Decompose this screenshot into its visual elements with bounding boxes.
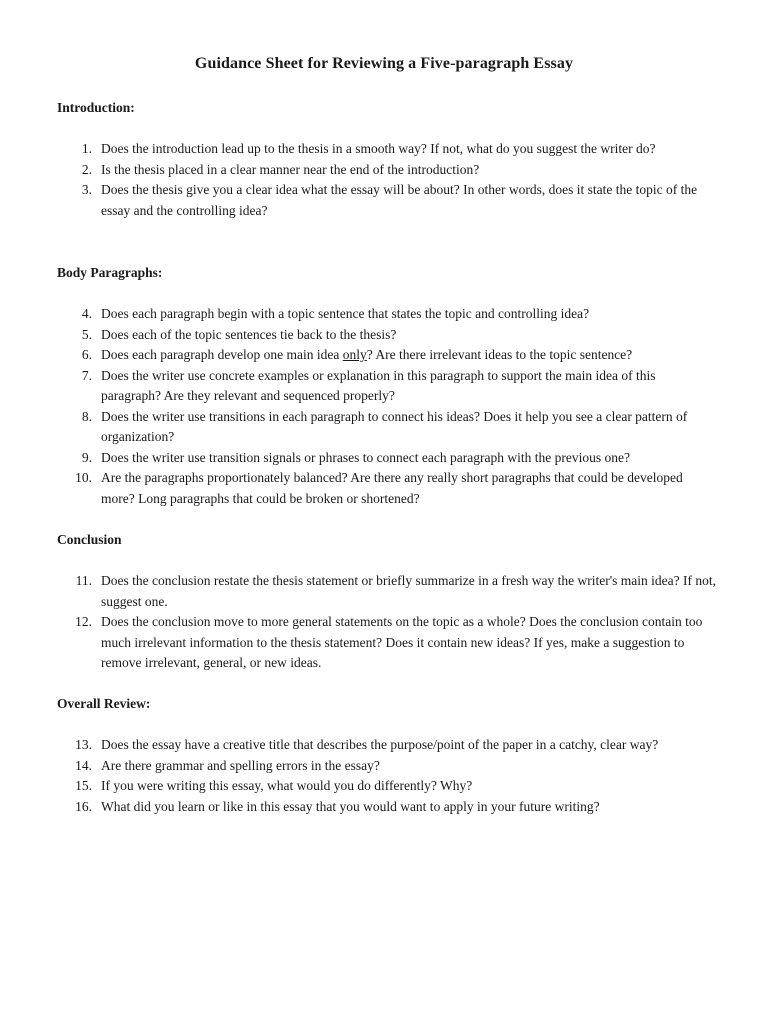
question-number: 15.: [75, 778, 92, 793]
question-text: Does the writer use transition signals or phrases to connect each paragraph with the previous one?: [101, 449, 630, 465]
question-text: Is the thesis placed in a clear manner near the end of the introduction?: [101, 161, 480, 177]
question-text: Are there grammar and spelling errors in the essay?: [101, 757, 380, 773]
question-text: Does the writer use transitions in each paragraph to connect his ideas? Does it help you see a clear pattern of organization?: [101, 408, 688, 444]
question-number: 16.: [75, 798, 92, 814]
question-item: [57, 407, 717, 448]
document-title: Guidance Sheet for Reviewing a Five-paragraph Essay: [194, 55, 574, 72]
question-text: Does the thesis give you a clear idea what the essay will be about? In other words, does it state the topic of the essay and the controlling idea?: [101, 182, 698, 218]
question-item: [57, 797, 717, 818]
question-number: 10.: [75, 470, 92, 485]
section-heading-body-paragraphs: Body Paragraphs:: [57, 265, 163, 280]
question-number: 6.: [81, 347, 92, 362]
section-heading-conclusion: Conclusion: [57, 532, 122, 547]
question-list-overall-review: [57, 735, 717, 817]
question-text: Does each paragraph begin with a topic sentence that states the topic and controlling idea?: [101, 306, 590, 321]
question-number: 1.: [81, 141, 92, 156]
question-item: [57, 571, 717, 612]
section-heading-introduction: Introduction:: [57, 100, 135, 115]
question-number: 14.: [75, 757, 92, 773]
question-item: [57, 180, 717, 221]
section-heading-overall-review: Overall Review:: [57, 696, 151, 711]
section-overall-review: [57, 694, 717, 817]
question-item: [57, 304, 717, 325]
question-item: [57, 776, 717, 797]
question-number: 5.: [81, 326, 92, 342]
question-number: 2.: [81, 161, 92, 177]
question-item: [57, 756, 717, 777]
question-list-body-paragraphs: [57, 304, 717, 509]
question-number: 12.: [75, 614, 92, 629]
section-introduction: [57, 98, 717, 221]
question-text: Are the paragraphs proportionately balanced? Are there any really short paragraphs that could be developed more? Long paragraphs that could be broken or shortened?: [101, 470, 683, 506]
question-text: Does the conclusion restate the thesis statement or briefly summarize in a fresh way the writer's main idea? If not, suggest one.: [101, 573, 716, 609]
question-item: [57, 612, 717, 674]
question-item: [57, 160, 717, 181]
question-text: Does each of the topic sentences tie back to the thesis?: [101, 326, 397, 342]
question-item: [57, 345, 717, 366]
question-text: Does the conclusion move to more general statements on the topic as a whole? Does the conclusion contain too much irrelevant information to the thesis statement? Does it contain new ideas? If yes, make a suggestion to remove irrelevant, general, or new ideas.: [101, 614, 703, 670]
question-number: 3.: [81, 182, 92, 197]
question-text: Does the writer use concrete examples or explanation in this paragraph to support the main idea of this paragraph? Are they relevant and sequenced properly?: [101, 367, 656, 403]
question-text-before: Does each paragraph develop one main idea: [101, 347, 343, 362]
underlined-emphasis: only: [342, 347, 367, 362]
question-number: 4.: [81, 306, 92, 321]
question-text: If you were writing this essay, what would you do differently? Why?: [101, 778, 473, 793]
section-body-paragraphs: [57, 263, 717, 509]
question-number: 13.: [75, 737, 92, 752]
section-conclusion: [57, 530, 717, 674]
question-number: 9.: [81, 449, 92, 465]
question-list-introduction: [57, 139, 717, 221]
question-item: [57, 468, 717, 509]
question-number: 11.: [75, 573, 92, 588]
question-text: Does the essay have a creative title that describes the purpose/point of the paper in a catchy, clear way?: [101, 737, 659, 752]
question-item: [57, 735, 717, 756]
question-text: What did you learn or like in this essay that you would want to apply in your future writing?: [101, 798, 600, 814]
question-text: Does the introduction lead up to the thesis in a smooth way? If not, what do you suggest the writer do?: [101, 141, 656, 156]
question-item: [57, 448, 717, 469]
question-item: [57, 139, 717, 160]
question-text-after: ? Are there irrelevant ideas to the topic sentence?: [366, 347, 633, 362]
question-number: 8.: [81, 408, 92, 424]
question-item: [57, 366, 717, 407]
question-number: 7.: [81, 367, 92, 383]
question-item: [57, 325, 717, 346]
question-list-conclusion: [57, 571, 717, 674]
